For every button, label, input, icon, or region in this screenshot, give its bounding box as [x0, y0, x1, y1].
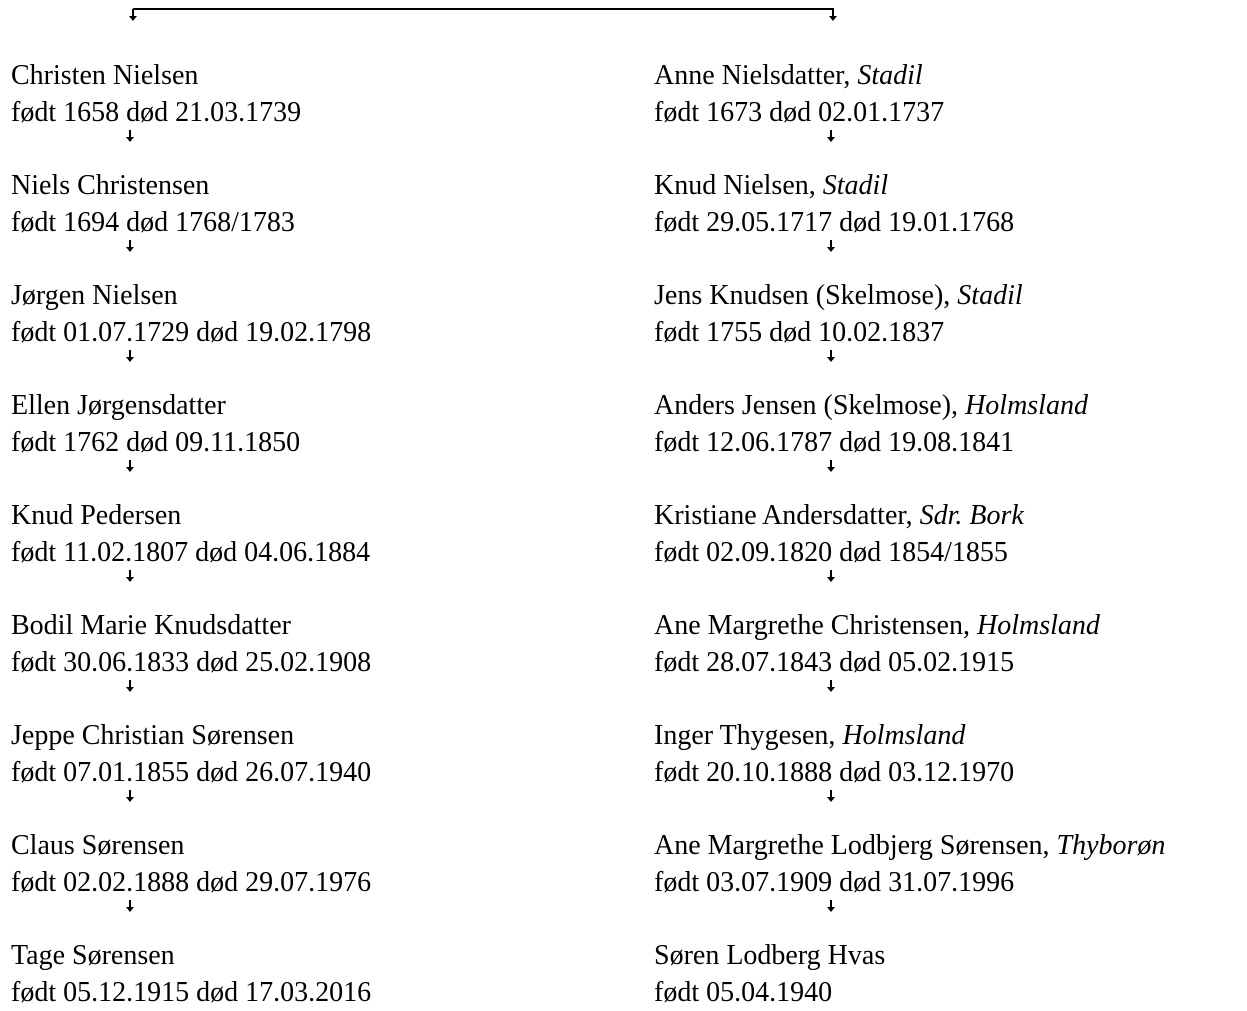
person-dates: født 02.09.1820 død 1854/1855 — [654, 537, 1008, 568]
person-entry — [654, 937, 885, 1011]
person-dates: født 30.06.1833 død 25.02.1908 — [11, 647, 372, 678]
person-dates: født 1755 død 10.02.1837 — [654, 317, 945, 348]
down-arrow-icon — [826, 240, 836, 252]
person-entry — [11, 497, 370, 571]
person-place: Stadil — [857, 60, 923, 91]
down-arrow-icon — [125, 570, 135, 582]
person-name: Knud Pedersen — [11, 500, 182, 531]
person-name: Anne Nielsdatter, — [654, 60, 851, 91]
person-name: Christen Nielsen — [11, 60, 199, 91]
person-entry — [11, 387, 300, 461]
person-entry — [654, 387, 1088, 461]
down-arrow-icon — [125, 460, 135, 472]
person-dates: født 1658 død 21.03.1739 — [11, 97, 302, 128]
person-place: Holmsland — [965, 390, 1088, 421]
person-dates: født 01.07.1729 død 19.02.1798 — [11, 317, 372, 348]
top-connector-line — [133, 8, 834, 10]
person-entry — [654, 717, 1014, 791]
person-name: Jørgen Nielsen — [11, 280, 178, 311]
person-entry — [654, 57, 944, 131]
person-place: Stadil — [822, 170, 889, 201]
down-arrow-icon — [826, 350, 836, 362]
person-entry — [11, 827, 371, 901]
down-arrow-icon — [125, 900, 135, 912]
person-name: Knud Nielsen, — [654, 170, 816, 201]
person-name: Ellen Jørgensdatter — [11, 390, 226, 421]
down-arrow-icon — [826, 680, 836, 692]
down-arrow-icon — [125, 240, 135, 252]
person-entry — [11, 57, 301, 131]
person-entry — [11, 607, 371, 681]
person-name: Niels Christensen — [11, 170, 210, 201]
person-dates: født 1673 død 02.01.1737 — [654, 97, 945, 128]
person-entry — [654, 277, 1023, 351]
person-name: Jens Knudsen (Skelmose), — [654, 280, 951, 311]
person-name: Bodil Marie Knudsdatter — [11, 610, 291, 641]
person-place: Stadil — [957, 280, 1023, 311]
person-place: Holmsland — [842, 720, 966, 751]
down-arrow-icon — [128, 9, 138, 21]
person-name: Ane Margrethe Lodbjerg Sørensen, — [654, 830, 1050, 861]
person-entry — [11, 717, 371, 791]
down-arrow-icon — [826, 900, 836, 912]
person-dates: født 1762 død 09.11.1850 — [11, 427, 301, 458]
down-arrow-icon — [826, 790, 836, 802]
down-arrow-icon — [826, 130, 836, 142]
down-arrow-icon — [826, 570, 836, 582]
down-arrow-icon — [125, 130, 135, 142]
down-arrow-icon — [125, 790, 135, 802]
person-entry — [11, 167, 295, 241]
person-entry — [654, 827, 1165, 901]
person-name: Ane Margrethe Christensen, — [654, 610, 970, 641]
person-name: Tage Sørensen — [11, 940, 175, 971]
down-arrow-icon — [828, 9, 838, 21]
person-dates: født 1694 død 1768/1783 — [11, 207, 295, 238]
person-name: Jeppe Christian Sørensen — [11, 720, 295, 751]
person-dates: født 12.06.1787 død 19.08.1841 — [654, 427, 1015, 458]
person-dates: født 29.05.1717 død 19.01.1768 — [654, 207, 1015, 238]
person-place: Thyborøn — [1056, 830, 1166, 861]
person-dates: født 05.04.1940 — [654, 977, 833, 1008]
person-dates: født 28.07.1843 død 05.02.1915 — [654, 647, 1015, 678]
down-arrow-icon — [125, 680, 135, 692]
person-entry — [11, 277, 371, 351]
person-entry — [654, 607, 1100, 681]
person-name: Anders Jensen (Skelmose), — [654, 390, 959, 421]
person-dates: født 05.12.1915 død 17.03.2016 — [11, 977, 372, 1008]
person-dates: født 03.07.1909 død 31.07.1996 — [654, 867, 1015, 898]
person-dates: født 07.01.1855 død 26.07.1940 — [11, 757, 372, 788]
person-dates: født 02.02.1888 død 29.07.1976 — [11, 867, 372, 898]
person-entry — [11, 937, 371, 1011]
person-entry — [654, 497, 1024, 571]
person-dates: født 20.10.1888 død 03.12.1970 — [654, 757, 1015, 788]
person-name: Kristiane Andersdatter, — [654, 500, 913, 531]
person-dates: født 11.02.1807 død 04.06.1884 — [11, 537, 371, 568]
down-arrow-icon — [826, 460, 836, 472]
person-place: Sdr. Bork — [919, 500, 1024, 531]
person-place: Holmsland — [976, 610, 1100, 641]
person-name: Søren Lodberg Hvas — [654, 940, 886, 971]
person-name: Claus Sørensen — [11, 830, 185, 861]
down-arrow-icon — [125, 350, 135, 362]
person-name: Inger Thygesen, — [654, 720, 836, 751]
person-entry — [654, 167, 1014, 241]
